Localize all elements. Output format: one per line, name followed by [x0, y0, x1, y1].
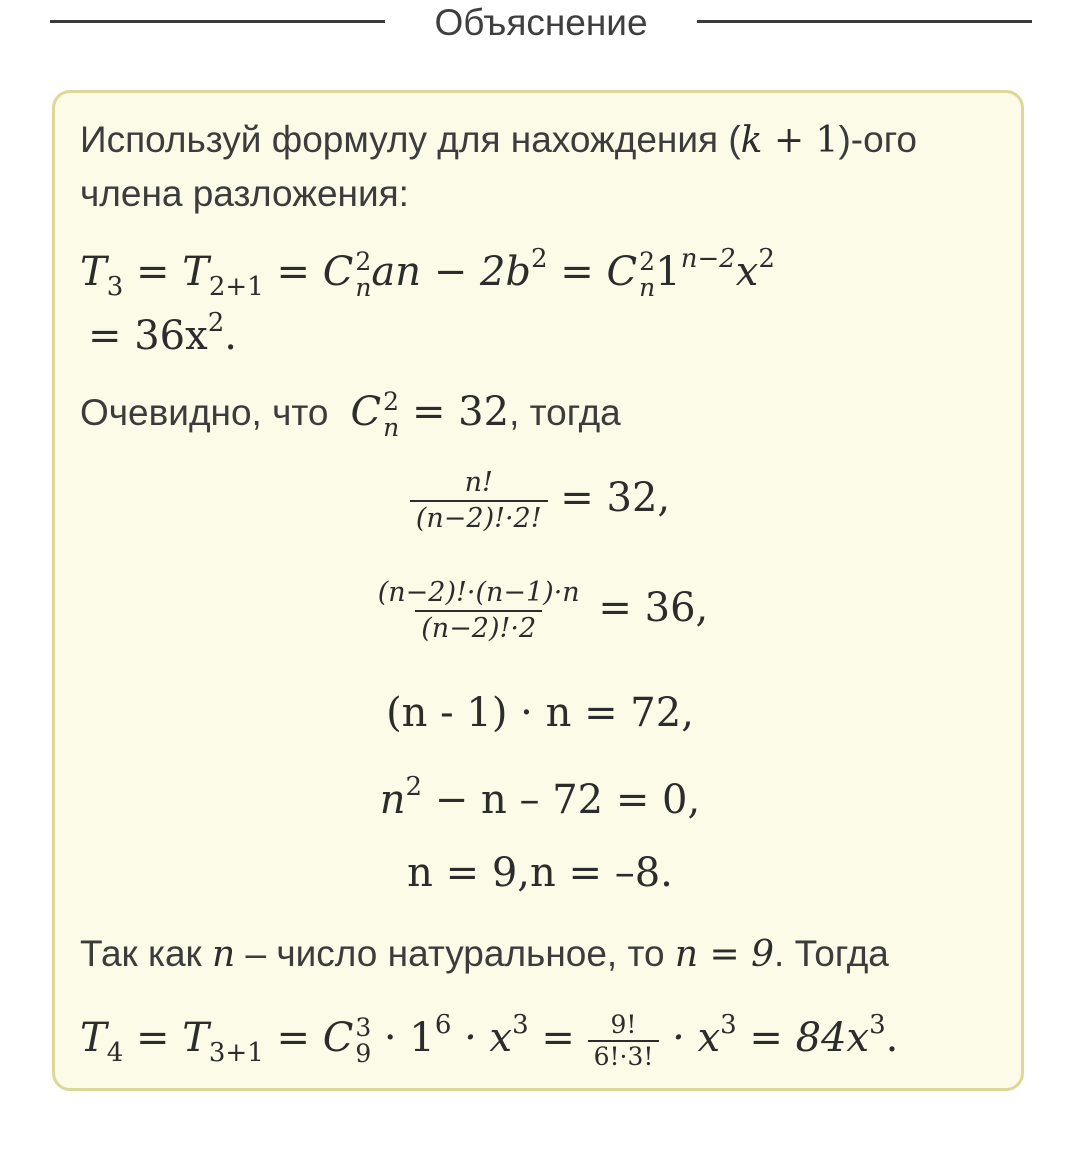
step-5: n = 9,n = –8. [407, 850, 673, 896]
equals-3: = [547, 249, 607, 295]
t4-c-sub: 9 [355, 1039, 372, 1068]
b-sup: 2 [531, 244, 548, 274]
t4-x: · x [451, 1015, 513, 1061]
step4-sup: 2 [405, 772, 423, 802]
t4-one-sup: 6 [434, 1010, 452, 1040]
x-var: x [735, 249, 759, 295]
t-symbol-2: T [182, 249, 209, 295]
since-prefix: Так как [80, 933, 213, 974]
an-term: an − 2b [371, 249, 532, 295]
obvious-eq: = 32 [399, 389, 510, 435]
t4-equals-2: = [263, 1015, 323, 1061]
t4-frac-den: 6!·3! [588, 1040, 660, 1072]
intro-plus-one: + 1 [762, 120, 839, 161]
result-sup: 2 [207, 308, 225, 338]
obvious-suffix: , тогда [509, 392, 621, 433]
step-4 [80, 772, 1000, 823]
t4-result: = 84x [736, 1015, 870, 1061]
step-1 [80, 466, 1000, 536]
equals-2: = [263, 249, 323, 295]
since-line [80, 928, 889, 981]
c-sup: 2 [355, 247, 372, 276]
c-sub: n [355, 273, 372, 302]
c-symbol: C [322, 249, 354, 295]
intro-suffix: )-ого [838, 119, 917, 160]
t4-frac-num: 9! [610, 1010, 637, 1039]
step1-rhs: = 32, [560, 475, 671, 521]
obvious-c-sub: n [383, 413, 400, 442]
since-n: n [212, 934, 236, 975]
t4-equals-3: = [528, 1015, 588, 1061]
t4-sub-3plus1: 3+1 [208, 1038, 264, 1068]
step4-n: n [379, 777, 406, 823]
t4-end: . [885, 1015, 899, 1061]
step1-den: (n−2)!·2! [410, 500, 548, 536]
section-header [50, 0, 1032, 48]
t4-symbol: T [80, 1015, 107, 1061]
c-sub-2: n [639, 273, 656, 302]
step2-rhs: = 36, [598, 585, 709, 631]
step1-num: n! [464, 467, 493, 498]
one: 1 [655, 249, 681, 295]
one-sup: n−2 [680, 244, 736, 274]
header-divider-left [50, 20, 385, 23]
x-sup: 2 [758, 244, 775, 274]
t4-x-sup: 3 [512, 1010, 529, 1040]
t4-equals: = [123, 1015, 183, 1061]
t4-c: C [322, 1015, 354, 1061]
c-sup-2: 2 [639, 247, 656, 276]
section-title: Объяснение [434, 2, 648, 43]
t4-x-2: · x [659, 1015, 721, 1061]
t-symbol: T [80, 249, 107, 295]
t-sub-2plus1: 2+1 [208, 272, 264, 302]
intro-line-1 [80, 114, 917, 167]
obvious-line [80, 386, 621, 441]
since-suffix: . Тогда [774, 933, 889, 974]
formula-t3 [80, 244, 775, 302]
header-divider-right [697, 20, 1032, 23]
since-mid: – число натуральное, то [235, 933, 675, 974]
t-sub-3: 3 [106, 272, 124, 302]
result-end: . [224, 313, 237, 359]
intro-line-2: члена разложения: [80, 173, 409, 214]
step2-num: (n−2)!·(n−1)·n [377, 577, 580, 608]
step2-den: (n−2)!·2 [415, 610, 542, 646]
result-36x: = 36x [88, 313, 208, 359]
equals: = [123, 249, 183, 295]
t4-x-sup-2: 3 [720, 1010, 737, 1040]
intro-k: k [740, 120, 763, 161]
obvious-c-sup: 2 [383, 387, 400, 416]
t4-one: · 1 [371, 1015, 435, 1061]
since-eq: n = 9 [674, 934, 775, 975]
intro-text: Используй формулу для нахождения ( [80, 119, 741, 160]
step-2 [80, 576, 1000, 646]
obvious-text: Очевидно, что [80, 392, 329, 433]
t4-c-sup: 3 [355, 1013, 372, 1042]
t4-sub: 4 [106, 1038, 124, 1068]
formula-t4 [80, 1010, 898, 1072]
step-3: (n - 1) · n = 72, [386, 690, 694, 736]
step4-rest: − n – 72 = 0, [422, 777, 701, 823]
c-symbol-2: C [606, 249, 638, 295]
t4-result-sup: 3 [869, 1010, 886, 1040]
formula-t3-result [88, 308, 237, 359]
obvious-c: C [350, 389, 382, 435]
t4-symbol-2: T [182, 1015, 209, 1061]
